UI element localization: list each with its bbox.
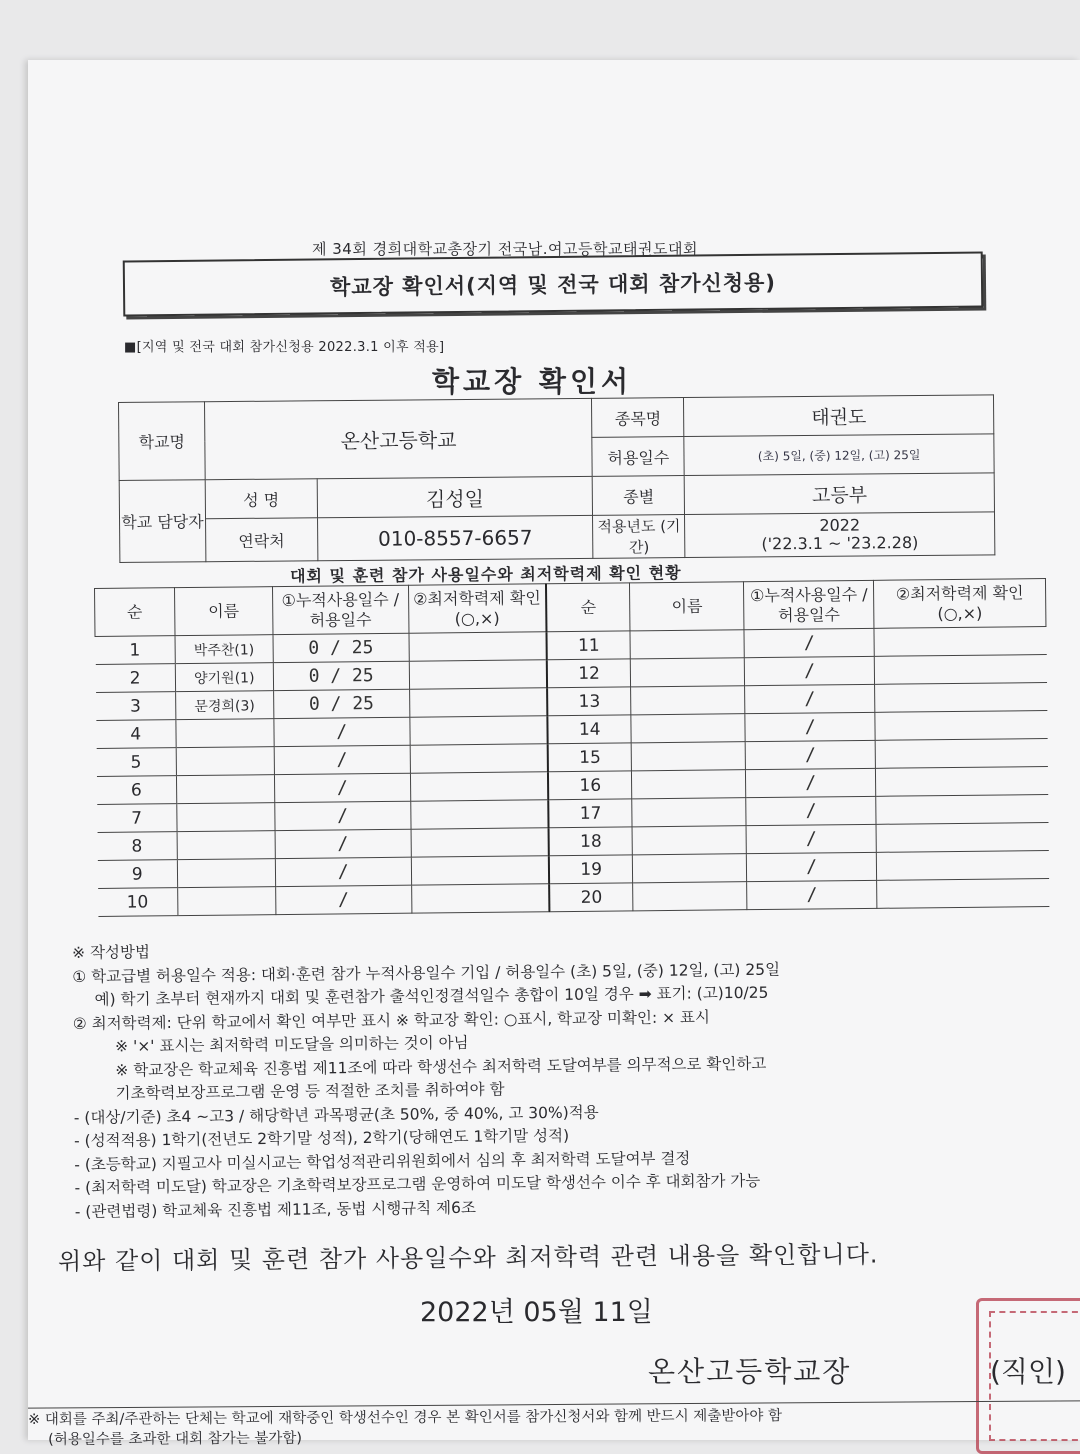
student-name bbox=[177, 831, 275, 860]
contact-value: 010-8557-6657 bbox=[317, 515, 593, 560]
footnote-line-1: ※ 대회를 주최/주관하는 단체는 학교에 재학중인 학생선수인 경우 본 확인서를 참가신청서와 함께 반드시 제출받아야 함 bbox=[28, 1408, 782, 1428]
header-no: 순 bbox=[95, 588, 175, 637]
row-number: 17 bbox=[548, 799, 632, 828]
used-days: / bbox=[746, 824, 876, 853]
student-name bbox=[631, 658, 745, 687]
academic-check bbox=[410, 744, 548, 773]
used-days: / bbox=[275, 857, 411, 886]
row-number: 12 bbox=[547, 659, 631, 688]
header-academic: ②최저학력제 확인(○,×) bbox=[408, 584, 546, 633]
name-label: 성 명 bbox=[205, 479, 317, 519]
used-days: / bbox=[745, 656, 875, 685]
category-value: 고등부 bbox=[684, 473, 994, 515]
apply-note: ■[지역 및 전국 대회 참가신청용 2022.3.1 이후 적용] bbox=[124, 340, 445, 355]
method-line: - (성적적용) 1학기(전년도 2학기말 성적), 2학기(당해연도 1학기말 성적) bbox=[73, 1126, 570, 1150]
row-number: 10 bbox=[98, 888, 178, 917]
academic-check bbox=[410, 772, 548, 801]
contact-label: 연락처 bbox=[205, 518, 317, 562]
row-number: 14 bbox=[547, 715, 631, 744]
academic-check bbox=[876, 767, 1048, 797]
allowed-value: (초) 5일, (중) 12일, (고) 25일 bbox=[684, 434, 994, 476]
used-days: / bbox=[744, 628, 874, 657]
used-days: / bbox=[746, 768, 876, 797]
year-period: ('22.3.1 ~ '23.2.28) bbox=[761, 533, 919, 554]
event-value: 태권도 bbox=[684, 395, 994, 437]
method-line: ② 최저학력제: 단위 학교에서 확인 여부만 표시 ※ 학교장 확인: ○표시, 학교장 미확인: × 표시 bbox=[72, 1007, 710, 1033]
method-line: ※ '×' 표시는 최저학력 미도달을 의미하는 것이 아님 bbox=[115, 1033, 469, 1056]
method-line: - (관련법령) 학교체육 진흥법 제11조, 동법 시행규칙 제6조 bbox=[74, 1198, 477, 1221]
student-name bbox=[630, 630, 744, 659]
used-days: / bbox=[747, 880, 877, 909]
method-line: ※ 작성방법 bbox=[72, 943, 151, 962]
row-number: 18 bbox=[549, 827, 633, 856]
used-days: / bbox=[746, 796, 876, 825]
confirm-statement: 위와 같이 대회 및 훈련 참가 사용일수와 최저학력 관련 내용을 확인합니다. bbox=[57, 1240, 879, 1276]
student-name: 문경희(3) bbox=[175, 691, 273, 720]
header-no-right: 순 bbox=[546, 583, 630, 632]
header-name-right: 이름 bbox=[630, 582, 744, 631]
academic-check bbox=[409, 632, 547, 661]
student-name bbox=[177, 859, 275, 888]
usage-table bbox=[94, 578, 1049, 917]
student-name: 박주찬(1) bbox=[175, 635, 273, 664]
method-line: ※ 학교장은 학교체육 진흥법 제11조에 따라 학생선수 최저학력 도달여부를 의무적으로 확인하고 bbox=[115, 1054, 767, 1080]
used-days: / bbox=[275, 829, 411, 858]
footnote-line-2: (허용일수를 초과한 대회 참가는 불가함) bbox=[48, 1430, 303, 1448]
student-name bbox=[176, 775, 274, 804]
student-name: 양기원(1) bbox=[175, 663, 273, 692]
academic-check bbox=[876, 823, 1048, 853]
student-name bbox=[176, 747, 274, 776]
academic-check bbox=[875, 739, 1047, 769]
academic-check bbox=[411, 884, 549, 913]
principal-name: 온산고등학교장 bbox=[648, 1355, 852, 1388]
row-number: 7 bbox=[97, 804, 177, 833]
student-name bbox=[632, 742, 746, 771]
row-number: 4 bbox=[96, 720, 176, 749]
allowed-label: 허용일수 bbox=[592, 437, 684, 477]
seal-label: (직인) bbox=[990, 1355, 1066, 1388]
row-number: 5 bbox=[96, 748, 176, 777]
year-value: 2022 bbox=[819, 515, 861, 535]
name-value: 김성일 bbox=[317, 476, 593, 517]
row-number: 1 bbox=[95, 636, 175, 665]
academic-check bbox=[875, 711, 1047, 741]
student-name bbox=[631, 714, 745, 743]
row-number: 16 bbox=[548, 771, 632, 800]
row-number: 13 bbox=[547, 687, 631, 716]
used-days: / bbox=[745, 684, 875, 713]
student-name bbox=[177, 803, 275, 832]
used-days: 0 / 25 bbox=[273, 633, 409, 662]
school-label: 학교명 bbox=[119, 402, 206, 481]
row-number: 20 bbox=[549, 883, 633, 912]
used-days: / bbox=[274, 773, 410, 802]
method-line: - (대상/기준) 초4 ~고3 / 해당학년 과목평균(초 50%, 중 40%, 고 30%)적용 bbox=[73, 1102, 599, 1127]
academic-check bbox=[409, 660, 547, 689]
year-cell bbox=[685, 512, 995, 558]
manager-label: 학교 담당자 bbox=[119, 480, 206, 563]
document-paper bbox=[28, 60, 1080, 1448]
row-number: 11 bbox=[546, 631, 630, 660]
footnote bbox=[28, 1404, 1080, 1450]
used-days: / bbox=[745, 740, 875, 769]
academic-check bbox=[410, 716, 548, 745]
issue-date: 2022년 05월 11일 bbox=[420, 1297, 653, 1328]
row-number: 6 bbox=[96, 776, 176, 805]
event-name: 제 34회 경희대학교총장기 전국남.여고등학교태권도대회 bbox=[312, 240, 698, 258]
title-box bbox=[123, 251, 984, 316]
student-name bbox=[176, 719, 274, 748]
row-number: 3 bbox=[96, 692, 176, 721]
writing-method bbox=[72, 932, 1075, 1224]
method-line: 예) 학기 초부터 현재까지 대회 및 훈련참가 출석인정결석일수 총합이 10일 경우 ➡ 표기: (고)10/25 bbox=[94, 983, 769, 1009]
header-days: ①누적사용일수 /허용일수 bbox=[272, 585, 408, 634]
header-academic-right: ②최저학력제 확인(○,×) bbox=[874, 579, 1046, 629]
used-days: / bbox=[274, 717, 410, 746]
academic-check bbox=[411, 828, 549, 857]
used-days: / bbox=[275, 801, 411, 830]
row-number: 19 bbox=[549, 855, 633, 884]
academic-check bbox=[411, 856, 549, 885]
student-name bbox=[631, 686, 745, 715]
usage-title: 대회 및 훈련 참가 사용일수와 최저학력제 확인 현황 bbox=[289, 563, 682, 586]
method-line: - (최저학력 미도달) 학교장은 기초학력보장프로그램 운영하여 미도달 학생선수 이수 후 대회참가 가능 bbox=[74, 1171, 761, 1197]
student-name bbox=[178, 887, 276, 916]
row-number: 8 bbox=[97, 832, 177, 861]
school-value: 온산고등학교 bbox=[204, 398, 592, 479]
row-number: 9 bbox=[97, 860, 177, 889]
category-label: 종별 bbox=[593, 476, 685, 516]
academic-check bbox=[874, 627, 1046, 657]
header-name: 이름 bbox=[174, 587, 272, 636]
year-label: 적용년도 (기간) bbox=[593, 515, 685, 559]
box-title: 학교장 확인서(지역 및 전국 대회 참가신청용) bbox=[329, 270, 777, 300]
doc-title: 학교장 확인서 bbox=[432, 365, 633, 398]
student-name bbox=[633, 854, 747, 883]
academic-check bbox=[876, 851, 1048, 881]
info-table bbox=[118, 394, 995, 563]
used-days: 0 / 25 bbox=[273, 689, 409, 718]
row-number: 15 bbox=[548, 743, 632, 772]
used-days: / bbox=[747, 852, 877, 881]
student-name bbox=[633, 882, 747, 911]
used-days: / bbox=[745, 712, 875, 741]
row-number: 2 bbox=[95, 664, 175, 693]
academic-check bbox=[409, 688, 547, 717]
academic-check bbox=[874, 655, 1046, 685]
student-name bbox=[632, 798, 746, 827]
academic-check bbox=[876, 795, 1048, 825]
method-line: - (초등학교) 지필고사 미실시교는 학업성적관리위원회에서 심의 후 최저학력 도달여부 결정 bbox=[74, 1149, 691, 1174]
event-label: 종목명 bbox=[592, 398, 684, 438]
student-name bbox=[632, 770, 746, 799]
used-days: / bbox=[274, 745, 410, 774]
student-name bbox=[632, 826, 746, 855]
academic-check bbox=[410, 800, 548, 829]
academic-check bbox=[877, 879, 1049, 909]
method-line: ① 학교급별 허용일수 적용: 대회·훈련 참가 누적사용일수 기입 / 허용일수 (초) 5일, (중) 12일, (고) 25일 bbox=[72, 960, 781, 986]
used-days: / bbox=[275, 885, 411, 914]
used-days: 0 / 25 bbox=[273, 661, 409, 690]
method-line: 기초학력보장프로그램 운영 등 적절한 조치를 취하여야 함 bbox=[115, 1080, 505, 1103]
academic-check bbox=[875, 683, 1047, 713]
header-days-right: ①누적사용일수 /허용일수 bbox=[744, 580, 874, 629]
